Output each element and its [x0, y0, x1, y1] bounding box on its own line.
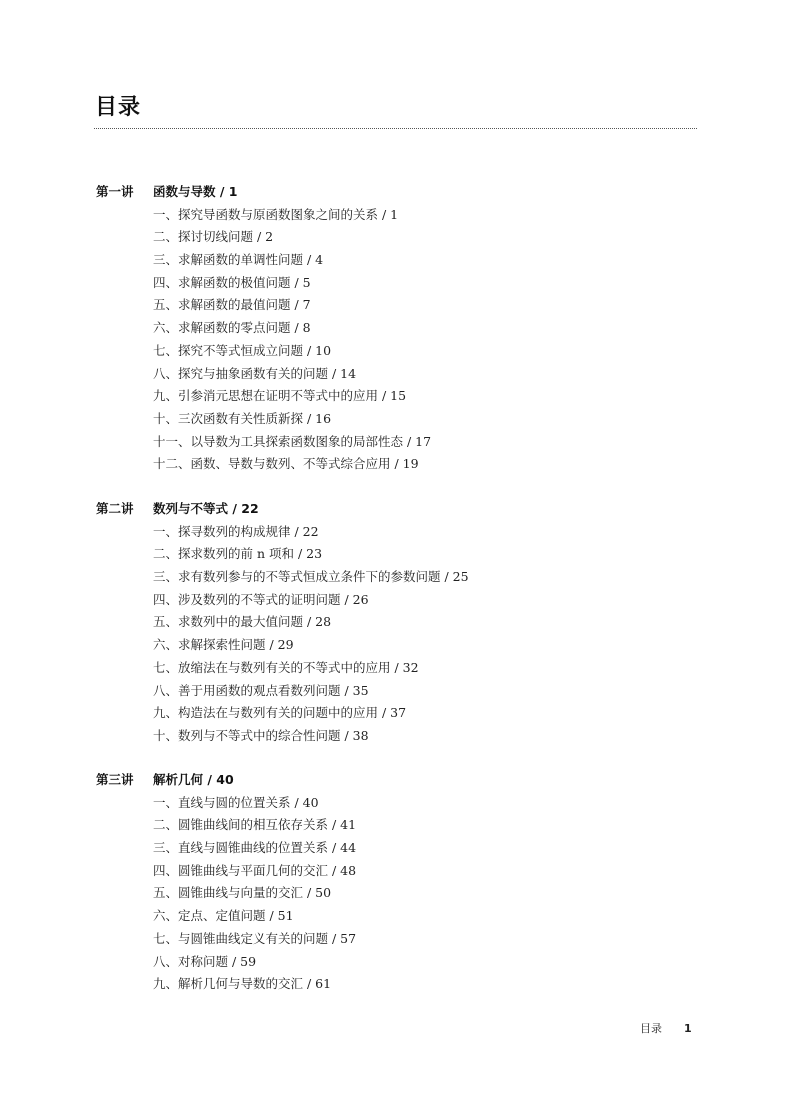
chapter-number: 第一讲	[96, 184, 134, 199]
toc-item[interactable]: 三、求解函数的单调性问题 / 4	[153, 252, 324, 268]
chapter-title: 数列与不等式 / 22	[153, 501, 259, 516]
toc-item[interactable]: 七、放缩法在与数列有关的不等式中的应用 / 32	[153, 659, 419, 675]
toc-item[interactable]: 六、求解函数的零点问题 / 8	[153, 320, 311, 336]
toc-item[interactable]: 七、探究不等式恒成立问题 / 10	[153, 342, 332, 358]
toc-item[interactable]: 九、引参消元思想在证明不等式中的应用 / 15	[153, 388, 407, 404]
toc-item[interactable]: 八、善于用函数的观点看数列问题 / 35	[153, 682, 369, 698]
toc-item[interactable]: 五、求数列中的最大值问题 / 28	[153, 614, 332, 630]
toc-item[interactable]: 九、构造法在与数列有关的问题中的应用 / 37	[153, 705, 407, 721]
toc-item[interactable]: 三、求有数列参与的不等式恒成立条件下的参数问题 / 25	[153, 569, 469, 585]
chapter-heading	[96, 498, 716, 521]
toc-item[interactable]: 七、与圆锥曲线定义有关的问题 / 57	[153, 930, 357, 946]
toc-item[interactable]: 十、三次函数有关性质新探 / 16	[153, 410, 332, 426]
chapter-item-list	[96, 792, 716, 996]
toc-item[interactable]: 一、直线与圆的位置关系 / 40	[153, 794, 319, 810]
toc-item[interactable]: 九、解析几何与导数的交汇 / 61	[153, 976, 332, 992]
page-title: 目录	[95, 95, 142, 120]
toc-item[interactable]: 六、求解探索性问题 / 29	[153, 637, 294, 653]
title-divider	[94, 128, 697, 129]
chapter-heading	[96, 181, 716, 204]
toc-item[interactable]: 十、数列与不等式中的综合性问题 / 38	[153, 727, 369, 743]
chapter-item-list	[96, 521, 716, 748]
chapter-number: 第三讲	[96, 772, 134, 787]
chapter-heading	[96, 769, 716, 792]
toc-item[interactable]: 八、对称问题 / 59	[153, 953, 257, 969]
page-footer	[640, 1020, 710, 1036]
chapter-2	[96, 498, 716, 748]
toc-item[interactable]: 十一、以导数为工具探索函数图象的局部性态 / 17	[153, 433, 432, 449]
toc-item[interactable]: 二、探求数列的前 n 项和 / 23	[153, 546, 323, 562]
toc-item[interactable]: 六、定点、定值问题 / 51	[153, 908, 294, 924]
toc-item[interactable]: 四、圆锥曲线与平面几何的交汇 / 48	[153, 862, 357, 878]
toc-item[interactable]: 十二、函数、导数与数列、不等式综合应用 / 19	[153, 456, 419, 472]
chapter-number: 第二讲	[96, 501, 134, 516]
footer-label: 目录	[640, 1022, 662, 1035]
chapter-title: 解析几何 / 40	[153, 772, 234, 787]
toc-item[interactable]: 八、探究与抽象函数有关的问题 / 14	[153, 365, 357, 381]
toc-item[interactable]: 一、探寻数列的构成规律 / 22	[153, 523, 319, 539]
page-number: 1	[684, 1022, 692, 1035]
chapter-1	[96, 181, 716, 476]
toc-item[interactable]: 四、求解函数的极值问题 / 5	[153, 274, 311, 290]
toc-item[interactable]: 五、圆锥曲线与向量的交汇 / 50	[153, 885, 332, 901]
chapter-title: 函数与导数 / 1	[153, 184, 238, 199]
toc-item[interactable]: 三、直线与圆锥曲线的位置关系 / 44	[153, 840, 357, 856]
toc-item[interactable]: 五、求解函数的最值问题 / 7	[153, 297, 311, 313]
chapter-item-list	[96, 204, 716, 476]
chapter-3	[96, 769, 716, 996]
toc-item[interactable]: 二、圆锥曲线间的相互依存关系 / 41	[153, 817, 357, 833]
toc-item[interactable]: 四、涉及数列的不等式的证明问题 / 26	[153, 591, 369, 607]
toc-item[interactable]: 二、探讨切线问题 / 2	[153, 229, 274, 245]
toc-item[interactable]: 一、探究导函数与原函数图象之间的关系 / 1	[153, 206, 399, 222]
